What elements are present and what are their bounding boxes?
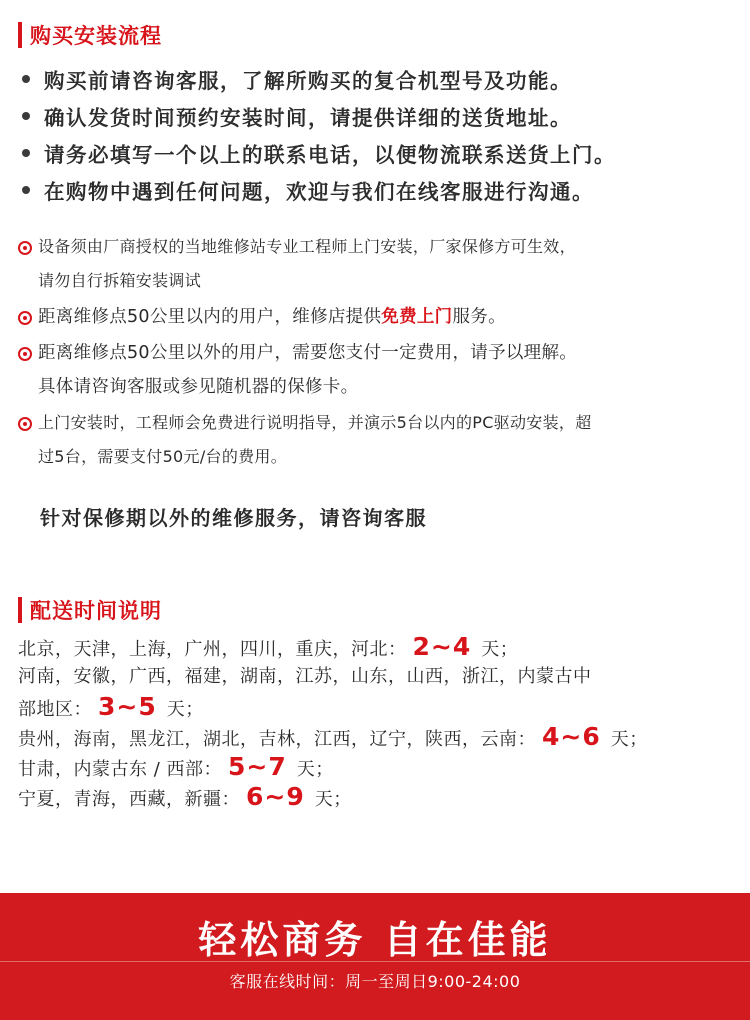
delivery-time-list (18, 632, 743, 812)
bullet-item (18, 60, 743, 97)
purchase-section-title (18, 20, 162, 50)
region-list: 贵州，海南，黑龙江，湖北，吉林，江西，辽宁，陕西，云南： (18, 729, 536, 750)
service-hours: 客服在线时间：周一至周日9:00-24:00 (229, 972, 521, 991)
installation-notes (18, 230, 740, 476)
note-item (18, 300, 740, 334)
region-list: 河南，安徽，广西，福建，湖南，江苏，山东，山西，浙江，内蒙古中 (18, 666, 592, 687)
region-list: 甘肃，内蒙古东 / 西部： (18, 759, 223, 780)
bullet-dot-icon (22, 75, 30, 83)
title-accent-bar (18, 22, 22, 48)
note-text: 服务。 (452, 307, 506, 327)
title-accent-bar (18, 597, 22, 623)
note-text: 过5台，需要支付50元/台的费用。 (38, 447, 288, 466)
bullet-dot-icon (22, 149, 30, 157)
note-text: 距离维修点50公里以外的用户，需要您支付一定费用，请予以理解。 (38, 343, 578, 363)
bullet-text: 购买前请咨询客服，了解所购买的复合机型号及功能。 (44, 68, 572, 93)
note-text: 上门安装时，工程师会免费进行说明指导，并演示5台以内的PC驱动安装，超 (38, 413, 592, 432)
bullet-text: 确认发货时间预约安装时间，请提供详细的送货地址。 (44, 105, 572, 130)
note-text: 具体请咨询客服或参见随机器的保修卡。 (38, 377, 359, 397)
day-unit: 天； (296, 759, 334, 780)
brand-slogan: 轻松商务 自在佳能 (198, 918, 552, 962)
purchase-bullet-list (18, 60, 743, 208)
bullet-item (18, 134, 743, 171)
bullet-text: 请务必填写一个以上的联系电话，以便物流联系送货上门。 (44, 142, 616, 167)
delivery-title-text: 配送时间说明 (30, 599, 162, 623)
free-visit-highlight: 免费上门 (381, 307, 453, 327)
day-unit: 天； (166, 699, 204, 720)
day-range: 3~5 (98, 692, 157, 721)
day-range: 4~6 (542, 722, 601, 751)
bullet-dot-icon (22, 186, 30, 194)
purchase-title-text: 购买安装流程 (30, 24, 162, 48)
target-circle-icon (18, 241, 32, 255)
bullet-text: 在购物中遇到任何问题，欢迎与我们在线客服进行沟通。 (44, 179, 594, 204)
day-range: 6~9 (246, 782, 305, 811)
delivery-row (18, 692, 743, 722)
target-circle-icon (18, 417, 32, 431)
delivery-row (18, 632, 743, 662)
note-item (18, 336, 740, 404)
warranty-service-line: 针对保修期以外的维修服务，请咨询客服 (40, 506, 427, 530)
note-item (18, 406, 740, 474)
day-range: 2~4 (412, 632, 472, 661)
note-text: 设备须由厂商授权的当地维修站专业工程师上门安装，厂家保修方可生效， (38, 237, 576, 256)
target-circle-icon (18, 311, 32, 325)
note-item (18, 230, 740, 298)
footer-divider (0, 961, 750, 962)
note-text: 请勿自行拆箱安装调试 (38, 271, 202, 290)
note-text: 距离维修点50公里以内的用户，维修店提供 (38, 307, 382, 327)
delivery-row (18, 662, 743, 692)
target-circle-icon (18, 347, 32, 361)
bullet-item (18, 97, 743, 134)
delivery-row (18, 752, 743, 782)
day-range: 5~7 (228, 752, 287, 781)
delivery-row (18, 782, 743, 812)
footer-banner (0, 893, 750, 1020)
region-list: 部地区： (18, 699, 92, 720)
delivery-section-title (18, 595, 162, 625)
day-unit: 天； (481, 639, 519, 660)
region-list: 宁夏，青海，西藏，新疆： (18, 789, 240, 810)
bullet-dot-icon (22, 112, 30, 120)
delivery-row (18, 722, 743, 752)
day-unit: 天； (314, 789, 352, 810)
day-unit: 天； (610, 729, 648, 750)
bullet-item (18, 171, 743, 208)
region-list: 北京，天津，上海，广州，四川，重庆，河北： (18, 639, 407, 660)
